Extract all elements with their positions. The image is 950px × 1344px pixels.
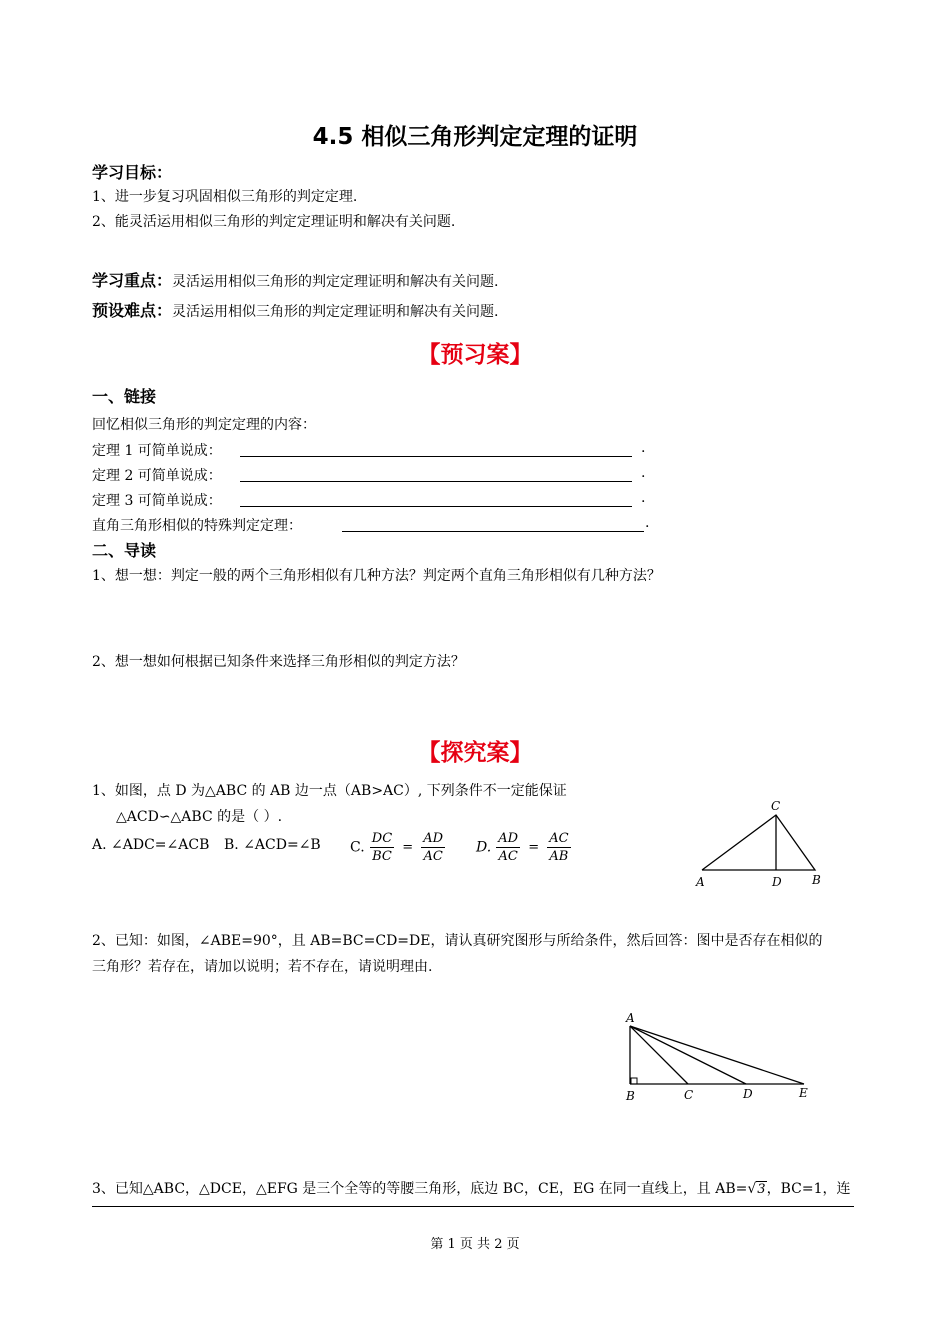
- right-triangle-label: 直角三角形相似的特殊判定定理：: [92, 518, 302, 534]
- triangle-abc: [702, 815, 815, 870]
- fraction: [547, 830, 570, 865]
- problem-3-line-1: [92, 1178, 850, 1198]
- guide-question-1: 1、想一想：判定一般的两个三角形相似有几种方法？判定两个直角三角形相似有几种方法？: [92, 568, 661, 584]
- numerator: AD: [423, 831, 444, 846]
- problem-1-line-1: 1、如图，点 D 为△ABC 的 AB 边一点（AB>AC）, 下列条件不一定能保证: [92, 783, 567, 799]
- line-end: .: [641, 465, 646, 481]
- page-title: 4.5 相似三角形判定定理的证明: [312, 124, 638, 150]
- line-end: .: [641, 490, 646, 506]
- difficulty-text: 灵活运用相似三角形的判定定理证明和解决有关问题.: [172, 304, 499, 320]
- label-e: E: [799, 1086, 808, 1100]
- option-b: B. ∠ACD=∠B: [224, 837, 321, 853]
- label-d: D: [772, 875, 782, 889]
- denominator: BC: [372, 849, 392, 864]
- right-triangle-blank[interactable]: [342, 531, 644, 532]
- theorem-3-label: 定理 3 可简单说成：: [92, 493, 222, 509]
- key-point-text: 灵活运用相似三角形的判定定理证明和解决有关问题.: [172, 274, 499, 290]
- segment-ae: [630, 1026, 804, 1084]
- numerator: DC: [371, 831, 393, 846]
- option-c: [350, 830, 445, 865]
- option-c-label: C.: [350, 839, 365, 856]
- numerator: AD: [498, 831, 519, 846]
- line-end: .: [641, 440, 646, 456]
- theorem-1-blank[interactable]: [240, 456, 632, 457]
- preview-banner: 【预习案】: [417, 342, 533, 368]
- difficulty-label: 预设难点：: [92, 301, 173, 320]
- option-d: [476, 830, 571, 865]
- problem-2-line-2: 三角形？若存在，请加以说明；若不存在，请说明理由.: [92, 959, 433, 975]
- numerator: AC: [549, 831, 569, 846]
- segment-ad: [630, 1026, 746, 1084]
- label-d: D: [743, 1087, 753, 1101]
- problem-1-line-2: △ACD∽△ABC 的是（ ）.: [116, 809, 283, 825]
- label-b: B: [812, 873, 821, 887]
- section-guide-heading: 二、导读: [92, 541, 157, 560]
- label-c: C: [771, 799, 781, 813]
- problem-3-text-before: 3、已知△ABC，△DCE，△EFG 是三个全等的等腰三角形，底边 BC，CE，EG 在同一直线上，且 AB=: [92, 1181, 748, 1197]
- fraction: [370, 830, 394, 865]
- label-c: C: [684, 1088, 694, 1102]
- key-point: [92, 268, 498, 291]
- link-intro: 回忆相似三角形的判定定理的内容：: [92, 417, 316, 433]
- fraction: [421, 830, 445, 865]
- line-end: .: [645, 515, 650, 531]
- denominator: AC: [423, 849, 443, 864]
- option-a: A. ∠ADC=∠ACB: [92, 837, 210, 853]
- problem-3-text-after: ，BC=1，连: [766, 1181, 851, 1197]
- footer-divider: [92, 1206, 854, 1207]
- theorem-1-label: 定理 1 可简单说成：: [92, 443, 222, 459]
- fraction: [496, 830, 520, 865]
- objective-item: 2、能灵活运用相似三角形的判定定理证明和解决有关问题.: [92, 214, 456, 230]
- equals-sign: =: [528, 840, 540, 855]
- label-a: A: [626, 1011, 635, 1025]
- right-angle-mark: [631, 1078, 637, 1084]
- theorem-2-label: 定理 2 可简单说成：: [92, 468, 222, 484]
- denominator: AB: [549, 849, 569, 864]
- objectives-heading: 学习目标：: [92, 163, 173, 182]
- denominator: AC: [498, 849, 518, 864]
- label-a: A: [696, 875, 705, 889]
- sqrt-radicand: 3: [757, 1182, 766, 1197]
- sqrt-sign: √: [747, 1181, 757, 1197]
- theorem-2-blank[interactable]: [240, 481, 632, 482]
- option-d-label: D.: [476, 839, 492, 856]
- label-b: B: [626, 1089, 635, 1103]
- theorem-3-blank[interactable]: [240, 506, 632, 507]
- page-number: 第 1 页 共 2 页: [430, 1237, 520, 1252]
- equals-sign: =: [402, 840, 414, 855]
- segment-ac: [630, 1026, 688, 1084]
- guide-question-2: 2、想一想如何根据已知条件来选择三角形相似的判定方法？: [92, 654, 465, 670]
- problem-2-line-1: 2、已知：如图，∠ABE=90°，且 AB=BC=CD=DE，请认真研究图形与所给条件，然后回答：图中是否存在相似的: [92, 933, 823, 949]
- explore-banner: 【探究案】: [417, 740, 533, 766]
- objective-item: 1、进一步复习巩固相似三角形的判定定理.: [92, 189, 358, 205]
- key-point-label: 学习重点：: [92, 271, 173, 290]
- section-link-heading: 一、链接: [92, 387, 157, 406]
- triangle-figure-1: [690, 795, 840, 895]
- triangle-figure-2: [618, 1008, 818, 1108]
- difficulty: [92, 298, 498, 321]
